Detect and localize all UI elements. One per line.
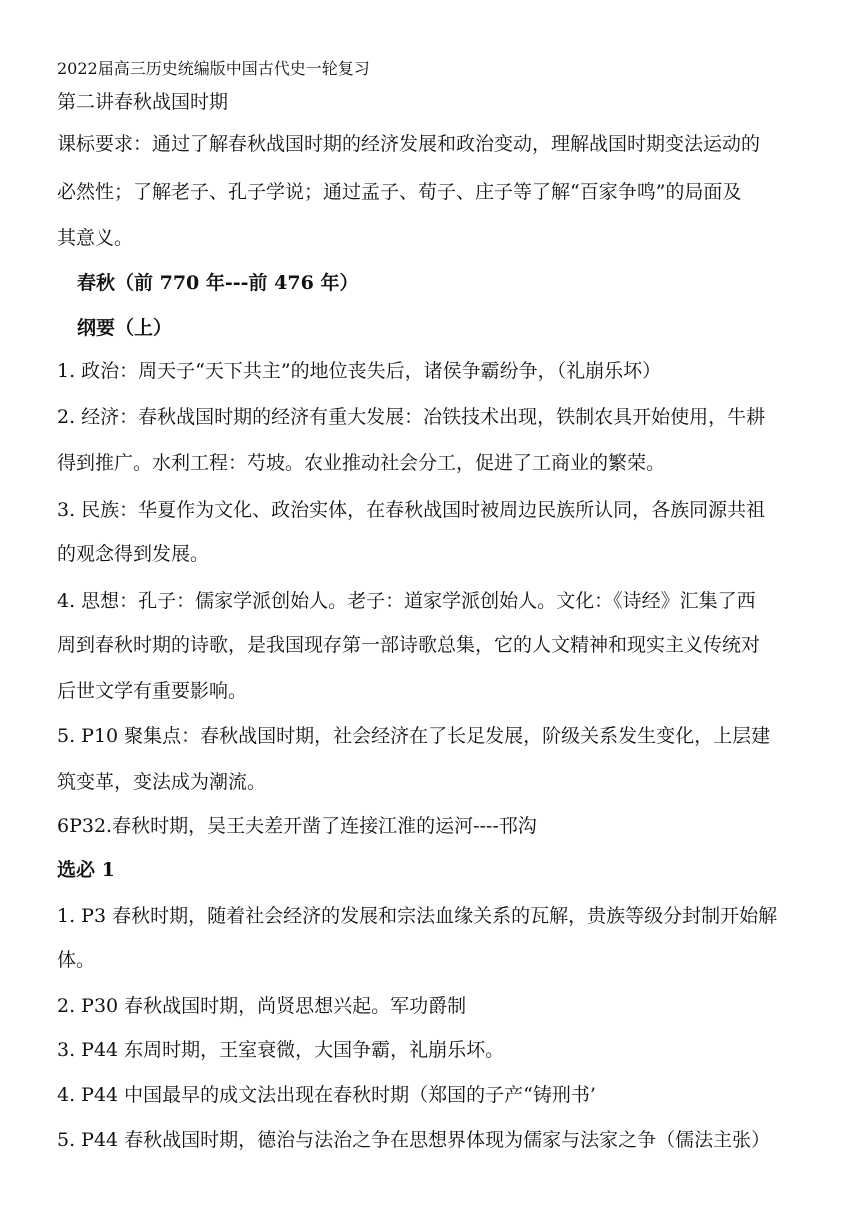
elective-item-line: 体。 bbox=[57, 949, 96, 971]
elective-item-line: 4. P44 中国最早的成文法出现在春秋时期（郑国的子产“铸刑书’ bbox=[57, 1084, 596, 1106]
section-period-heading: 春秋（前 770 年---前 476 年） bbox=[77, 272, 359, 294]
outline-item-line: 4. 思想：孔子：儒家学派创始人。老子：道家学派创始人。文化：《诗经》汇集了西 bbox=[57, 590, 756, 612]
outline-item-line: 后世文学有重要影响。 bbox=[57, 680, 248, 702]
outline-item-line: 5. P10 聚集点：春秋战国时期，社会经济在了长足发展，阶级关系发生变化，上层建 bbox=[57, 725, 771, 747]
elective-item-line: 3. P44 东周时期，王室衰微，大国争霸，礼崩乐坏。 bbox=[57, 1039, 505, 1061]
section-elective-heading: 选必 1 bbox=[57, 859, 115, 881]
course-title: 2022届高三历史统编版中国古代史一轮复习 bbox=[57, 59, 370, 78]
standard-line: 其意义。 bbox=[57, 227, 134, 249]
outline-item-line: 3. 民族：华夏作为文化、政治实体，在春秋战国时被周边民族所认同，各族同源共祖 bbox=[57, 499, 766, 521]
outline-item-line: 周到春秋时期的诗歌，是我国现存第一部诗歌总集，它的人文精神和现实主义传统对 bbox=[57, 634, 761, 656]
outline-item-line: 的观念得到发展。 bbox=[57, 543, 210, 565]
outline-item-line: 筑变革，变法成为潮流。 bbox=[57, 771, 267, 793]
standard-line: 课标要求：通过了解春秋战国时期的经济发展和政治变动，理解战国时期变法运动的 bbox=[57, 133, 761, 155]
section-outline-heading: 纲要（上） bbox=[77, 317, 173, 339]
elective-item-line: 2. P30 春秋战国时期，尚贤思想兴起。军功爵制 bbox=[57, 995, 467, 1017]
outline-item-line: 得到推广。水利工程：芍坡。农业推动社会分工，促进了工商业的繁荣。 bbox=[57, 452, 666, 474]
elective-item-line: 5. P44 春秋战国时期，德治与法治之争在思想界体现为儒家与法家之争（儒法主张） bbox=[57, 1129, 771, 1151]
outline-item-line: 6P32.春秋时期，吴王夫差开凿了连接江淮的运河----邗沟 bbox=[57, 815, 537, 837]
standard-line: 必然性；了解老子、孔子学说；通过孟子、荀子、庄子等了解“百家争鸣”的局面及 bbox=[57, 181, 742, 203]
elective-item-line: 1. P3 春秋时期，随着社会经济的发展和宗法血缘关系的瓦解，贵族等级分封制开始解 bbox=[57, 905, 778, 927]
outline-item-line: 2. 经济：春秋战国时期的经济有重大发展：冶铁技术出现，铁制农具开始使用，牛耕 bbox=[57, 406, 766, 428]
outline-item-line: 1. 政治：周天子“天下共主”的地位丧失后，诸侯争霸纷争，（礼崩乐坏） bbox=[57, 360, 662, 382]
lecture-title: 第二讲春秋战国时期 bbox=[57, 91, 229, 113]
